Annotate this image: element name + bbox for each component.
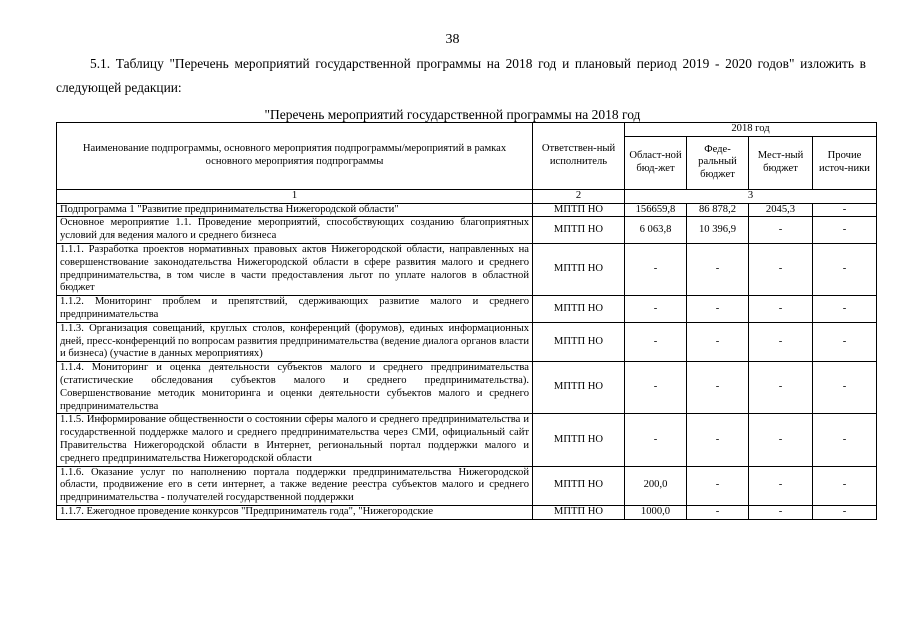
row-name: 1.1.6. Оказание услуг по наполнению портала поддержки предпринимательства Нижегородской области, продвижение его в сети интернет, а также ведение реестра субъектов малого и среднего предпринимательства - получателей государственной поддержки bbox=[57, 466, 533, 505]
row-local: - bbox=[749, 296, 813, 323]
header-local-budget: Мест-ный бюджет bbox=[749, 136, 813, 189]
table-row bbox=[57, 505, 877, 519]
row-federal: 86 878,2 bbox=[687, 203, 749, 217]
row-regional: - bbox=[625, 414, 687, 466]
measures-table bbox=[56, 122, 877, 520]
row-regional: 6 063,8 bbox=[625, 217, 687, 244]
row-federal: - bbox=[687, 362, 749, 414]
header-other-sources: Прочие источ-ники bbox=[813, 136, 877, 189]
row-name: 1.1.7. Ежегодное проведение конкурсов "Предприниматель года", "Нижегородские bbox=[57, 505, 533, 519]
row-other: - bbox=[813, 414, 877, 466]
header-name: Наименование подпрограммы, основного мероприятия подпрограммы/мероприятий в рамках основного мероприятия подпрограммы bbox=[57, 123, 533, 190]
table-row bbox=[57, 466, 877, 505]
table-title: "Перечень мероприятий государственной программы на 2018 год bbox=[264, 107, 641, 122]
row-other: - bbox=[813, 466, 877, 505]
row-other: - bbox=[813, 217, 877, 244]
row-local: - bbox=[749, 505, 813, 519]
row-other: - bbox=[813, 362, 877, 414]
row-regional: - bbox=[625, 243, 687, 295]
row-name: Подпрограмма 1 "Развитие предпринимательства Нижегородской области" bbox=[57, 203, 533, 217]
row-other: - bbox=[813, 203, 877, 217]
row-federal: - bbox=[687, 322, 749, 361]
row-executor: МПТП НО bbox=[533, 505, 625, 519]
table-row bbox=[57, 414, 877, 466]
table-row bbox=[57, 203, 877, 217]
row-other: - bbox=[813, 243, 877, 295]
row-executor: МПТП НО bbox=[533, 322, 625, 361]
row-local: - bbox=[749, 322, 813, 361]
row-executor: МПТП НО bbox=[533, 414, 625, 466]
header-federal-budget: Феде-ральный бюджет bbox=[687, 136, 749, 189]
row-other: - bbox=[813, 322, 877, 361]
row-executor: МПТП НО bbox=[533, 466, 625, 505]
header-number-2: 2 bbox=[533, 189, 625, 203]
table-row bbox=[57, 243, 877, 295]
row-federal: 10 396,9 bbox=[687, 217, 749, 244]
row-regional: - bbox=[625, 296, 687, 323]
header-regional-budget: Област-ной бюд-жет bbox=[625, 136, 687, 189]
row-local: 2045,3 bbox=[749, 203, 813, 217]
row-local: - bbox=[749, 414, 813, 466]
table-row bbox=[57, 296, 877, 323]
row-name: Основное мероприятие 1.1. Проведение мероприятий, способствующих созданию благоприятных условий для ведения малого и среднего бизнеса bbox=[57, 217, 533, 244]
row-name: 1.1.5. Информирование общественности о состоянии сферы малого и среднего предпринимательства и государственной поддержке малого и среднего предпринимательства через СМИ, официальный сайт Правительства Нижегородской области в Интернет, региональный портал поддержки малого и среднего предпринимательства Нижегородской области bbox=[57, 414, 533, 466]
row-federal: - bbox=[687, 243, 749, 295]
row-name: 1.1.4. Мониторинг и оценка деятельности субъектов малого и среднего предпринимательства (статистические обследования субъектов малого и среднего предпринимательства). Совершенствование методик мониторинга и оценки деятельности субъектов малого и среднего предпринимательства bbox=[57, 362, 533, 414]
row-name: 1.1.3. Организация совещаний, круглых столов, конференций (форумов), единых информационных дней, пресс-конференций по вопросам развития предпринимательства (ведение диалога органов власти и бизнеса) (участие в данных мероприятиях) bbox=[57, 322, 533, 361]
row-executor: МПТП НО bbox=[533, 296, 625, 323]
header-number-3: 3 bbox=[625, 189, 877, 203]
row-federal: - bbox=[687, 505, 749, 519]
table-row bbox=[57, 322, 877, 361]
row-regional: - bbox=[625, 362, 687, 414]
row-other: - bbox=[813, 505, 877, 519]
row-regional: 200,0 bbox=[625, 466, 687, 505]
table-row bbox=[57, 362, 877, 414]
row-executor: МПТП НО bbox=[533, 217, 625, 244]
row-local: - bbox=[749, 217, 813, 244]
row-federal: - bbox=[687, 466, 749, 505]
row-local: - bbox=[749, 362, 813, 414]
row-federal: - bbox=[687, 296, 749, 323]
row-local: - bbox=[749, 243, 813, 295]
row-regional: 156659,8 bbox=[625, 203, 687, 217]
header-year: 2018 год bbox=[625, 123, 877, 137]
row-regional: - bbox=[625, 322, 687, 361]
row-federal: - bbox=[687, 414, 749, 466]
row-executor: МПТП НО bbox=[533, 362, 625, 414]
header-executor: Ответствен-ный исполнитель bbox=[533, 123, 625, 190]
row-name: 1.1.2. Мониторинг проблем и препятствий, сдерживающих развитие малого и среднего предпринимательства bbox=[57, 296, 533, 323]
table-row bbox=[57, 217, 877, 244]
row-executor: МПТП НО bbox=[533, 243, 625, 295]
page-number: 38 bbox=[445, 32, 460, 47]
header-number-1: 1 bbox=[57, 189, 533, 203]
row-executor: МПТП НО bbox=[533, 203, 625, 217]
row-other: - bbox=[813, 296, 877, 323]
row-local: - bbox=[749, 466, 813, 505]
intro-paragraph: 5.1. Таблицу "Перечень мероприятий государственной программы на 2018 год и плановый период 2019 - 2020 годов" изложить в следующей редакции: bbox=[56, 56, 866, 95]
row-name: 1.1.1. Разработка проектов нормативных правовых актов Нижегородской области, направленных на совершенствование законодательства Нижегородской области в сфере развития малого и среднего предпринимательства, в том числе в части предоставления льгот по уплате налогов в областной бюджет bbox=[57, 243, 533, 295]
row-regional: 1000,0 bbox=[625, 505, 687, 519]
